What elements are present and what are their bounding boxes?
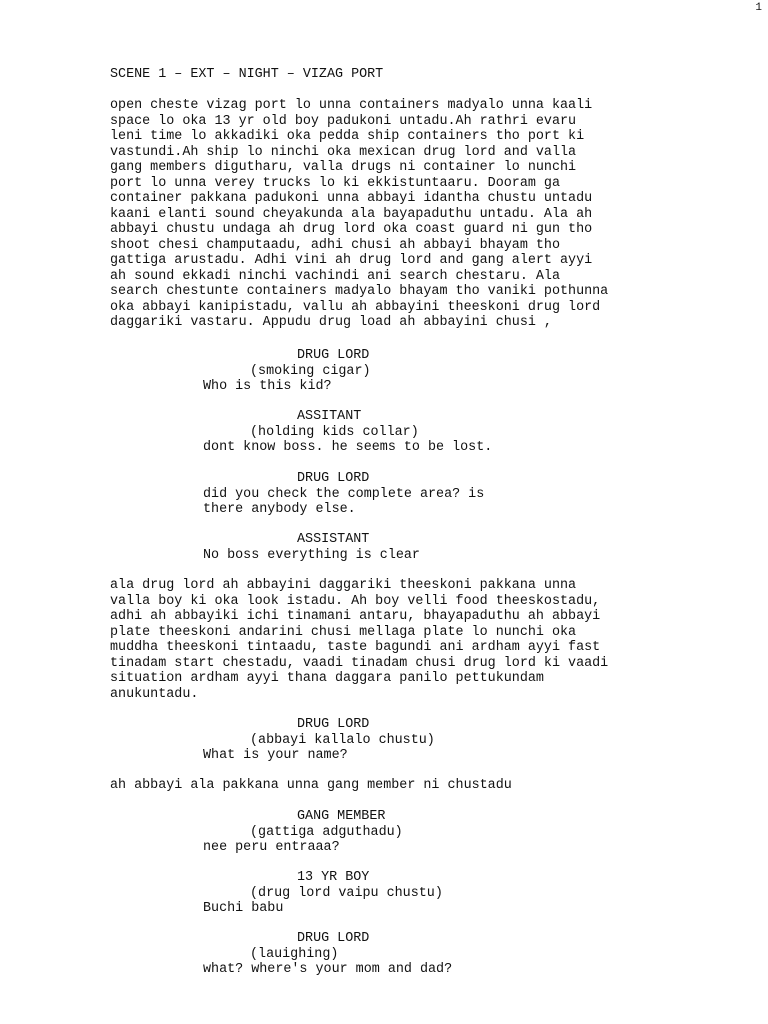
parenthetical: (abbayi kallalo chustu)	[250, 732, 435, 748]
action-line: open cheste vizag port lo unna containers madyalo unna kaali	[110, 98, 593, 113]
action-line: situation ardham ayyi thana daggara panilo pettukundam	[110, 671, 544, 686]
parenthetical: (gattiga adguthadu)	[250, 824, 403, 840]
dialogue-line: there anybody else.	[203, 502, 356, 517]
action-line: anukuntadu.	[110, 686, 199, 702]
dialogue-line: Who is this kid?	[203, 379, 332, 394]
action-line: search chestunte containers madyalo bhayam tho vaniki pothunna	[110, 284, 609, 299]
action-line: ah abbayi ala pakkana unna gang member ni chustadu	[110, 778, 512, 793]
action-line: gattiga arustadu. Adhi vini ah drug lord and gang alert ayyi	[110, 253, 593, 268]
action-line: ah sound ekkadi ninchi vachindi ani search chestaru. Ala	[110, 268, 560, 284]
action-line: ala drug lord ah abbayini daggariki theeskoni pakkana unna	[110, 578, 577, 593]
action-line: container pakkana padukoni unna abbayi idantha chustu untadu	[110, 191, 593, 206]
action-line: gang members digutharu, valla drugs ni container lo nunchi	[110, 160, 577, 175]
action-line: daggariki vastaru. Appudu drug load ah abbayini chusi ,	[110, 315, 552, 330]
character-name: ASSITANT	[297, 409, 362, 424]
parenthetical: (lauighing)	[250, 946, 339, 962]
character-name: DRUG LORD	[297, 931, 370, 946]
page-number: 1	[755, 2, 762, 14]
action-line: tinadam start chestadu, vaadi tinadam chusi drug lord ki vaadi	[110, 655, 609, 671]
dialogue-line: No boss everything is clear	[203, 547, 420, 563]
character-name: 13 YR BOY	[297, 870, 370, 885]
dialogue-line: did you check the complete area? is	[203, 486, 485, 502]
scene-heading: SCENE 1 – EXT – NIGHT – VIZAG PORT	[110, 67, 384, 82]
dialogue-line: nee peru entraaa?	[203, 840, 340, 855]
action-line: port lo unna verey trucks lo ki ekkistuntaaru. Dooram ga	[110, 175, 560, 191]
action-line: shoot chesi champutaadu, adhi chusi ah abbayi bhayam tho	[110, 237, 560, 253]
dialogue-line: what? where's your mom and dad?	[203, 962, 453, 977]
character-name: DRUG LORD	[297, 471, 370, 486]
action-line: muddha theeskoni tintaadu, taste bagundi ani ardham ayyi fast	[110, 640, 601, 655]
character-name: ASSISTANT	[297, 532, 370, 547]
action-line: kaani elanti sound cheyakunda ala bayapaduthu untadu. Ala ah	[110, 206, 593, 222]
character-name: DRUG LORD	[297, 717, 370, 732]
action-line: plate theeskoni andarini chusi mellaga plate lo nunchi oka	[110, 624, 577, 640]
dialogue-line: What is your name?	[203, 748, 348, 763]
dialogue-line: dont know boss. he seems to be lost.	[203, 440, 493, 455]
character-name: GANG MEMBER	[297, 809, 386, 824]
parenthetical: (drug lord vaipu chustu)	[250, 885, 443, 901]
character-name: DRUG LORD	[297, 348, 370, 363]
action-line: abbayi chustu undaga ah drug lord oka coast guard ni gun tho	[110, 222, 593, 237]
action-line: adhi ah abbayiki ichi tinamani antaru, bhayapaduthu ah abbayi	[110, 609, 601, 624]
dialogue-line: Buchi babu	[203, 901, 284, 916]
action-line: space lo oka 13 yr old boy padukoni untadu.Ah rathri evaru	[110, 113, 577, 129]
action-line: vastundi.Ah ship lo ninchi oka mexican drug lord and valla	[110, 144, 577, 160]
action-line: valla boy ki oka look istadu. Ah boy velli food theeskostadu,	[110, 593, 601, 609]
action-line: leni time lo akkadiki oka pedda ship containers tho port ki	[110, 129, 585, 144]
parenthetical: (holding kids collar)	[250, 424, 419, 440]
action-line: oka abbayi kanipistadu, vallu ah abbayini theeskoni drug lord	[110, 299, 601, 315]
parenthetical: (smoking cigar)	[250, 363, 371, 379]
